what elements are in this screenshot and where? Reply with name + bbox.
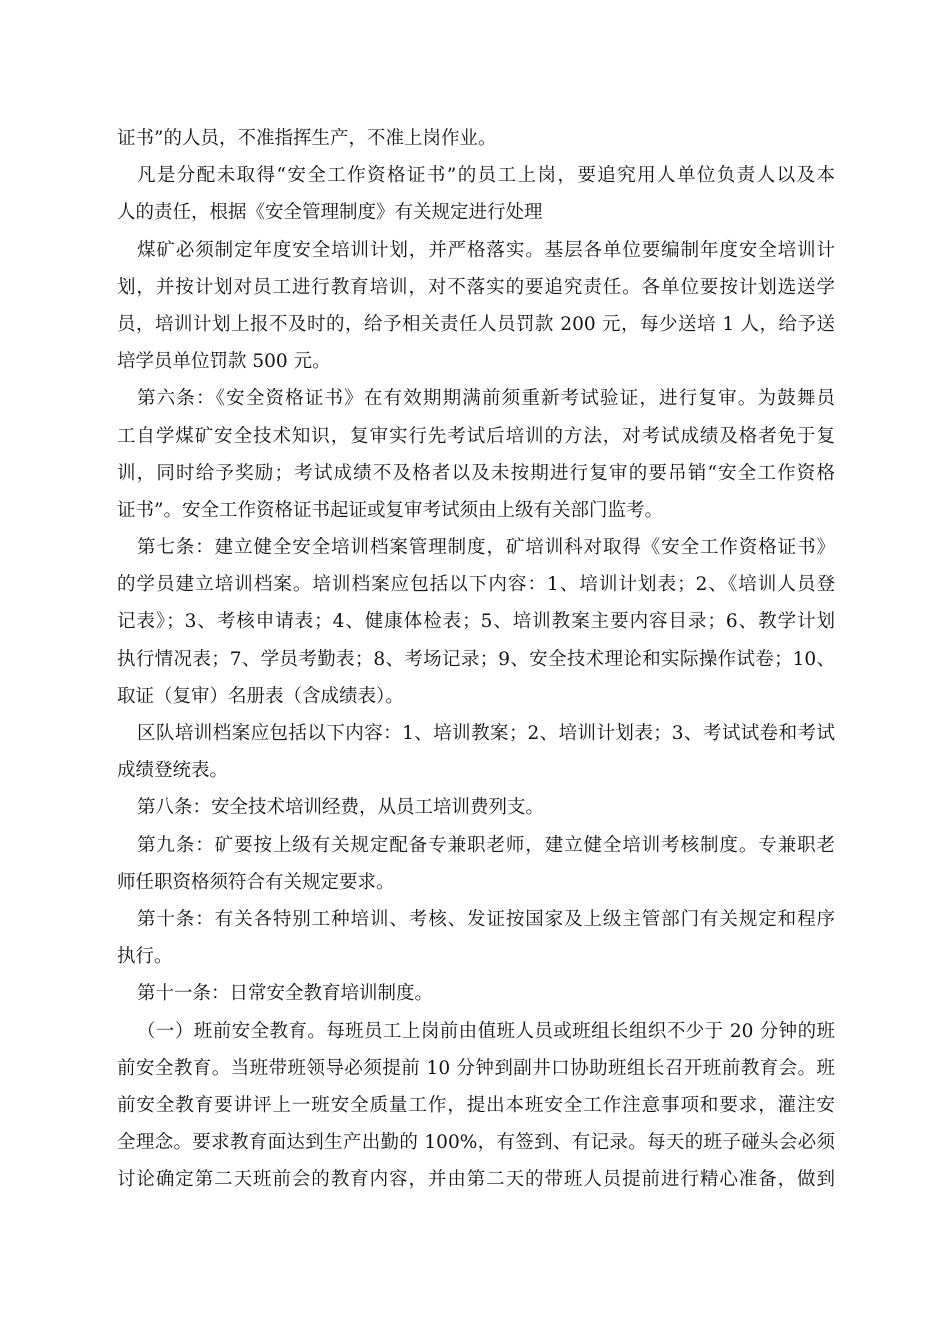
- text-line: 第十条：有关各特别工种培训、考核、发证按国家及上级主管部门有关规定和程序: [137, 908, 835, 930]
- text-line: 执行情况表；7、学员考勤表；8、考场记录；9、安全技术理论和实际操作试卷；10、: [117, 648, 835, 670]
- text-line: 第八条：安全技术培训经费，从员工培训费列支。: [137, 797, 545, 819]
- text-line: 人的责任，根据《安全管理制度》有关规定进行处理: [117, 202, 543, 224]
- text-line: 取证（复审）名册表（含成绩表）。: [117, 685, 404, 707]
- text-line: 区队培训档案应包括以下内容：1、培训教案；2、培训计划表；3、考试试卷和考试: [137, 723, 835, 744]
- paragraph-article-8: [117, 789, 835, 826]
- text-line: 师任职资格须符合有关规定要求。: [117, 871, 395, 893]
- text-line: 员，培训计划上报不及时的，给予相关责任人员罚款 200 元，每少送培 1 人，给予送: [117, 313, 835, 335]
- paragraph-article-11: [117, 975, 835, 1012]
- text-line: 第九条：矿要按上级有关规定配备专兼职老师，建立健全培训考核制度。专兼职老: [137, 834, 835, 856]
- text-line: 煤矿必须制定年度安全培训计划，并严格落实。基层各单位要编制年度安全培训计: [137, 239, 835, 261]
- text-line: 的学员建立培训档案。培训档案应包括以下内容：1、培训计划表；2、《培训人员登: [117, 574, 835, 596]
- text-line: 证书”。安全工作资格证书起证或复审考试须由上级有关部门监考。: [117, 499, 663, 521]
- paragraph-article-10: [117, 901, 835, 975]
- document-page: [117, 120, 835, 1198]
- text-line: 执行。: [117, 946, 173, 968]
- text-line: 划，并按计划对员工进行教育培训，对不落实的要追究责任。各单位要按计划选送学: [117, 276, 835, 298]
- paragraph-pre-shift-education: [117, 1013, 835, 1199]
- text-line: 讨论确定第二天班前会的教育内容，并由第二天的带班人员提前进行精心准备，做到: [117, 1169, 835, 1191]
- text-line: 全理念。要求教育面达到生产出勤的 100%，有签到、有记录。每天的班子碰头会必须: [117, 1132, 835, 1154]
- text-line: 第六条：《安全资格证书》在有效期期满前须重新考试验证，进行复审。为鼓舞员: [137, 388, 835, 410]
- paragraph-team-archive: [117, 715, 835, 789]
- text-line: 第七条：建立健全安全培训档案管理制度，矿培训科对取得《安全工作资格证书》: [137, 537, 835, 559]
- paragraph-article-9: [117, 827, 835, 901]
- text-line: 培学员单位罚款 500 元。: [117, 351, 331, 373]
- text-line: 第十一条：日常安全教育培训制度。: [137, 983, 434, 1005]
- paragraph-article-6: [117, 380, 835, 529]
- paragraph-1: [117, 120, 835, 157]
- paragraph-3: [117, 232, 835, 381]
- text-line: 训，同时给予奖励；考试成绩不及格者以及未按期进行复审的要吊销“安全工作资格: [117, 462, 835, 484]
- paragraph-article-7: [117, 529, 835, 715]
- text-line: 前安全教育。当班带班领导必须提前 10 分钟到副井口协助班组长召开班前教育会。班: [117, 1057, 835, 1079]
- text-line: 工自学煤矿安全技术知识，复审实行先考试后培训的方法，对考试成绩及格者免于复: [117, 425, 835, 447]
- text-line: （一）班前安全教育。每班员工上岗前由值班人员或班组长组织不少于 20 分钟的班: [137, 1020, 835, 1042]
- text-line: 前安全教育要讲评上一班安全质量工作，提出本班安全工作注意事项和要求，灌注安: [117, 1094, 835, 1116]
- text-line: 成绩登统表。: [117, 760, 229, 782]
- text-line: 记表》；3、考核申请表；4、健康体检表；5、培训教案主要内容目录；6、教学计划: [117, 611, 835, 633]
- paragraph-2: [117, 157, 835, 231]
- text-line: 凡是分配未取得“安全工作资格证书”的员工上岗，要追究用人单位负责人以及本: [137, 165, 835, 187]
- text-line: 证书”的人员，不准指挥生产，不准上岗作业。: [117, 128, 497, 149]
